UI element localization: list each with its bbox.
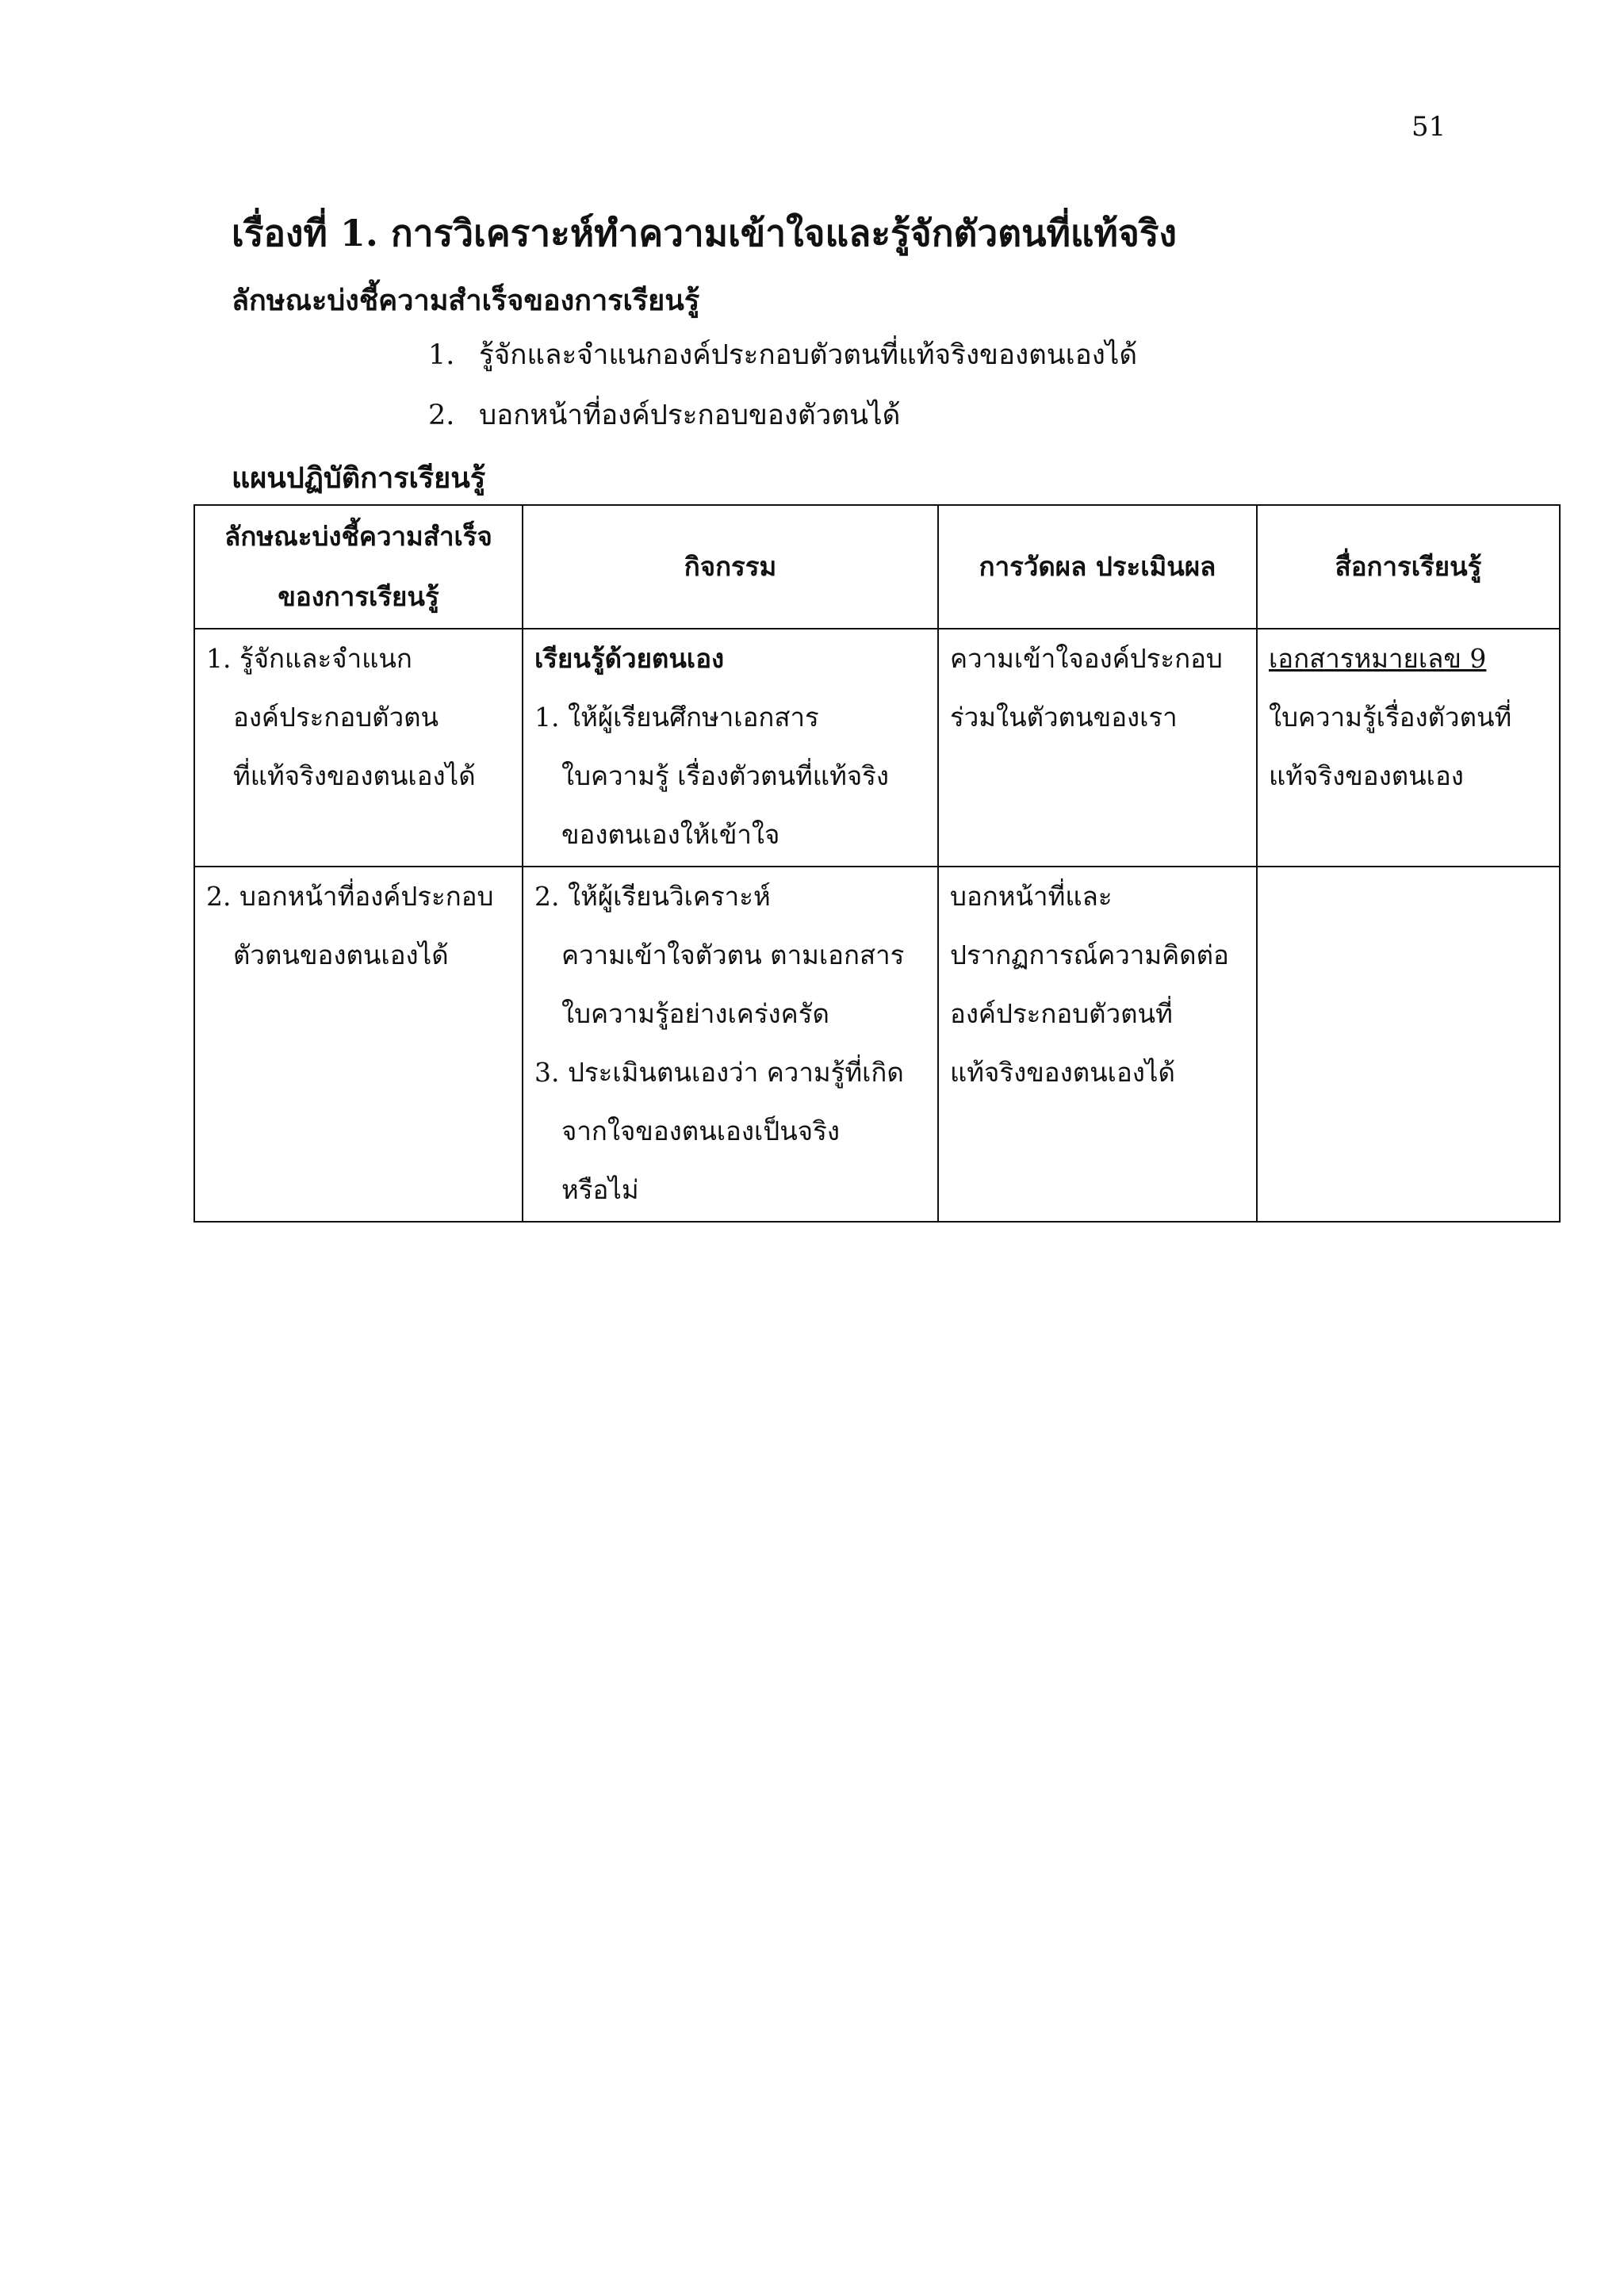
- cell-line: ที่แท้จริงของตนเองได้: [233, 760, 476, 791]
- cell-line: 2. ให้ผู้เรียนวิเคราะห์: [534, 881, 771, 912]
- media-cell: [1257, 629, 1560, 867]
- page-number: 51: [1411, 111, 1446, 143]
- table-header-row: [194, 505, 1560, 629]
- objective-item: [428, 393, 1137, 453]
- page-title: เรื่องที่ 1. การวิเคราะห์ทำความเข้าใจและรู้จักตัวตนที่แท้จริง: [232, 212, 1177, 254]
- evaluation-cell: [938, 867, 1257, 1222]
- activity-cell: [523, 629, 938, 867]
- cell-line: 1. รู้จักและจำแนก: [206, 643, 412, 674]
- cell-line: ความเข้าใจตัวตน ตามเอกสาร: [561, 939, 905, 970]
- cell-line: จากใจของตนเองเป็นจริง: [561, 1115, 840, 1146]
- cell-line: ของตนเองให้เข้าใจ: [561, 819, 780, 850]
- header-activity-label: กิจกรรม: [684, 551, 777, 582]
- cell-line: ใบความรู้อย่างเคร่งครัด: [561, 998, 829, 1029]
- header-evaluation-label: การวัดผล ประเมินผล: [979, 551, 1216, 582]
- indicator-heading: ลักษณะบ่งชี้ความสำเร็จของการเรียนรู้: [232, 284, 700, 317]
- objective-text: รู้จักและจำแนกองค์ประกอบตัวตนที่แท้จริงของตนเองได้: [479, 339, 1138, 371]
- activity-heading: เรียนรู้ด้วยตนเอง: [534, 643, 725, 674]
- objective-item: [428, 333, 1137, 393]
- cell-line: 1. ให้ผู้เรียนศึกษาเอกสาร: [534, 702, 819, 733]
- cell-line: แท้จริงของตนเองได้: [950, 1057, 1175, 1088]
- activity-cell: [523, 867, 938, 1222]
- header-indicator-line: ของการเรียนรู้: [278, 581, 439, 612]
- objective-text: บอกหน้าที่องค์ประกอบของตัวตนได้: [479, 400, 901, 431]
- objective-number: 2.: [428, 400, 455, 431]
- plan-heading: แผนปฏิบัติการเรียนรู้: [232, 461, 486, 495]
- objectives-list: [428, 333, 1137, 453]
- cell-line: ตัวตนของตนเองได้: [233, 939, 449, 970]
- cell-line: ใบความรู้เรื่องตัวตนที่: [1269, 702, 1512, 733]
- cell-line: 3. ประเมินตนเองว่า ความรู้ที่เกิด: [534, 1057, 904, 1088]
- header-activity: [523, 505, 938, 629]
- cell-line: องค์ประกอบตัวตนที่: [950, 998, 1173, 1029]
- header-evaluation: [938, 505, 1257, 629]
- cell-line: ใบความรู้ เรื่องตัวตนที่แท้จริง: [561, 760, 889, 791]
- cell-line: แท้จริงของตนเอง: [1269, 760, 1464, 791]
- media-cell: [1257, 867, 1560, 1222]
- cell-line: บอกหน้าที่และ: [950, 881, 1113, 912]
- table-row: [194, 867, 1560, 1222]
- header-media: [1257, 505, 1560, 629]
- header-indicator: [194, 505, 523, 629]
- cell-line: หรือไม่: [561, 1174, 639, 1205]
- cell-line: ความเข้าใจองค์ประกอบ: [950, 643, 1223, 674]
- header-indicator-line: ลักษณะบ่งชี้ความสำเร็จ: [224, 521, 492, 552]
- cell-line: องค์ประกอบตัวตน: [233, 702, 439, 733]
- media-document-link: เอกสารหมายเลข 9: [1269, 643, 1487, 674]
- cell-line: ร่วมในตัวตนของเรา: [950, 702, 1178, 733]
- cell-line: 2. บอกหน้าที่องค์ประกอบ: [206, 881, 494, 912]
- header-media-label: สื่อการเรียนรู้: [1335, 551, 1482, 582]
- indicator-cell: [194, 629, 523, 867]
- cell-line: ปรากฏการณ์ความคิดต่อ: [950, 939, 1229, 970]
- objective-number: 1.: [428, 339, 455, 371]
- indicator-cell: [194, 867, 523, 1222]
- table-row: [194, 629, 1560, 867]
- evaluation-cell: [938, 629, 1257, 867]
- learning-plan-table: [193, 504, 1561, 1223]
